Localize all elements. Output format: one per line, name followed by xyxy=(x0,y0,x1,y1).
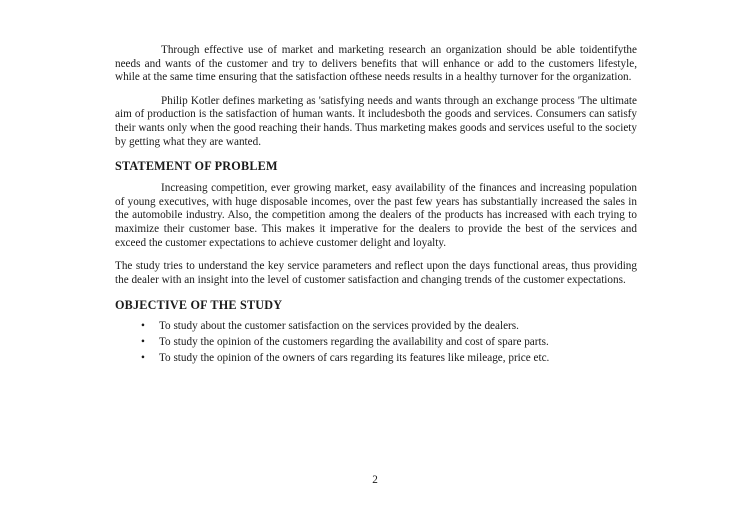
page-number: 2 xyxy=(372,474,378,486)
document-page xyxy=(115,44,637,367)
problem-paragraph-2: The study tries to understand the key service parameters and reflect upon the days functional areas, thus providing the dealer with an insight into the level of customer satisfaction and changing trends of the customer expectations. xyxy=(115,260,637,286)
list-item xyxy=(115,336,637,350)
objective-list xyxy=(115,320,637,365)
problem-paragraph-1: Increasing competition, ever growing market, easy availability of the finances and increasing population of young executives, with huge disposable incomes, over the past few years has substantially increased the sales in the automobile industry. Also, the competition among the dealers of the products has increased with each trying to maximize their customer base. This makes it imperative for the dealers to provide the best of the services and exceed the customer expectations to achieve customer delight and loyalty. xyxy=(115,182,637,249)
list-item-text: To study the opinion of the customers regarding the availability and cost of spare parts. xyxy=(159,335,549,348)
section-heading-objective: OBJECTIVE OF THE STUDY xyxy=(115,298,283,313)
section-heading-problem: STATEMENT OF PROBLEM xyxy=(115,159,278,174)
list-item xyxy=(115,320,637,334)
list-item-text: To study about the customer satisfaction on the services provided by the dealers. xyxy=(159,320,519,333)
intro-paragraph-1: Through effective use of market and marketing research an organization should be able toidentifythe needs and wants of the customer and try to delivers benefits that will enhance or add to the customers lifestyle, while at the same time ensuring that the satisfaction ofthese needs results in a healthy turnover for the organization. xyxy=(115,44,637,84)
bullet-icon: • xyxy=(141,320,145,333)
intro-paragraph-2: Philip Kotler defines marketing as 'satisfying needs and wants through an exchange process 'The ultimate aim of production is the satisfaction of human wants. It includesboth the goods and services. Consumers can satisfy their wants only when the good reaching their hands. Thus marketing makes goods and services useful to the society by getting what they are wanted. xyxy=(115,94,637,148)
list-item xyxy=(115,352,637,366)
list-item-text: To study the opinion of the owners of cars regarding its features like mileage, price etc. xyxy=(159,351,550,364)
bullet-icon: • xyxy=(141,335,145,348)
bullet-icon: • xyxy=(141,351,145,364)
